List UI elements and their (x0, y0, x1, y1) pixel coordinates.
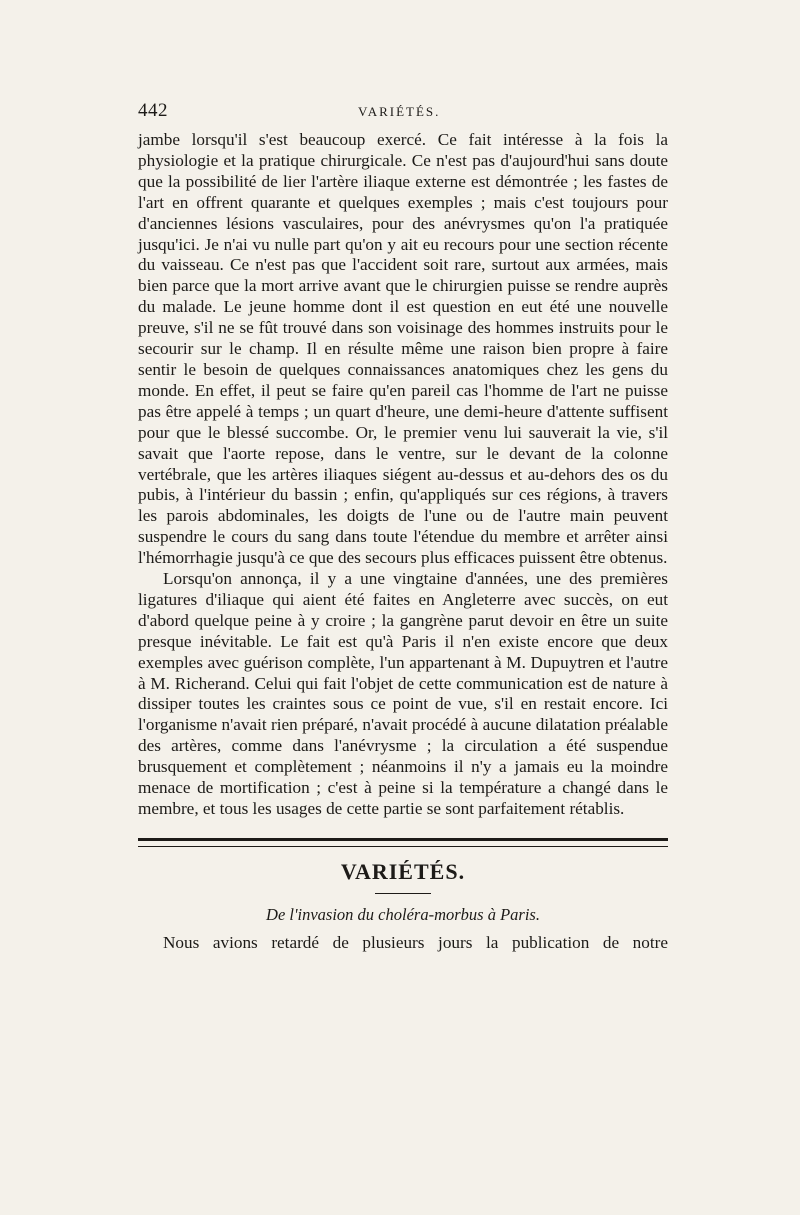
paragraph-continued: jambe lorsqu'il s'est beaucoup exercé. Ce fait intéresse à la fois la physiologie et la pratique chirurgicale. Ce n'est pas d'aujourd'hui sans doute que la possibilité de lier l'artère iliaque externe est démontrée ; les fastes de l'art en offrent quarante et quelques exemples ; mais c'est toujours pour d'anciennes lésions vasculaires, pour des anévrysmes qu'on l'a pratiquée jusqu'ici. Je n'ai vu nulle part qu'on y ait eu recours pour une section récente du vaisseau. Ce n'est pas que l'accident soit rare, surtout aux armées, mais bien parce que la mort arrive avant que le chirurgien puisse se rendre auprès du malade. Le jeune homme dont il est question en eut été une nouvelle preuve, s'il ne se fût trouvé dans son voisinage des hommes instruits pour le secourir sur le champ. Il en résulte même une raison bien propre à faire sentir le besoin de quelques connaissances anatomiques chez les gens du monde. En effet, il peut se faire qu'en pareil cas l'homme de l'art ne puisse pas être appelé à temps ; un quart d'heure, une demi-heure d'attente suffisent pour que le blessé succombe. Or, le premier venu lui sauverait la vie, s'il savait que l'aorte repose, dans le ventre, sur le devant de la colonne vertébrale, que les artères iliaques siégent au-dessus et au-dehors des os du pubis, à l'intérieur du bassin ; enfin, qu'appliqués sur ces régions, à travers les parois abdominales, les doigts de l'une ou de l'autre main peuvent suspendre le cours du sang dans toute l'étendue du membre et arrêter ainsi l'hémorrhagie jusqu'à ce que des secours plus efficaces puissent être obtenus. (138, 130, 668, 568)
running-head (138, 100, 668, 130)
page-number: 442 (138, 100, 168, 121)
title-rule (375, 893, 431, 894)
paragraph: Lorsqu'on annonça, il y a une vingtaine d'années, une des premières ligatures d'iliaque qui aient été faites en Angleterre avec succès, on eut d'abord quelque peine à y croire ; la gangrène parut devoir en être un suite presque inévitable. Le fait est qu'à Paris il n'en existe encore que deux exemples avec guérison complète, l'un appartenant à M. Dupuytren et l'autre à M. Richerand. Celui qui fait l'objet de cette communication est de nature à dissiper toutes les craintes sous ce point de vue, s'il en restait encore. Ici l'organisme n'avait rien préparé, n'avait procédé à aucune dilatation préalable des artères, comme dans l'anévrysme ; la circulation a été suspendue brusquement et complètement ; néanmoins il n'y a jamais eu la moindre menace de mortification ; c'est à peine si la température a changé dans le membre, et tous les usages de cette partie se sont parfaitement rétablis. (138, 569, 668, 818)
section-divider (138, 838, 668, 847)
page (138, 100, 668, 954)
running-title: VARIÉTÉS. (358, 104, 441, 119)
body-text (138, 130, 668, 820)
article-first-line: Nous avions retardé de plusieurs jours la publication de notre (163, 932, 668, 952)
article-title: De l'invasion du choléra-morbus à Paris. (266, 904, 540, 924)
section-title: VARIÉTÉS. (340, 858, 466, 884)
